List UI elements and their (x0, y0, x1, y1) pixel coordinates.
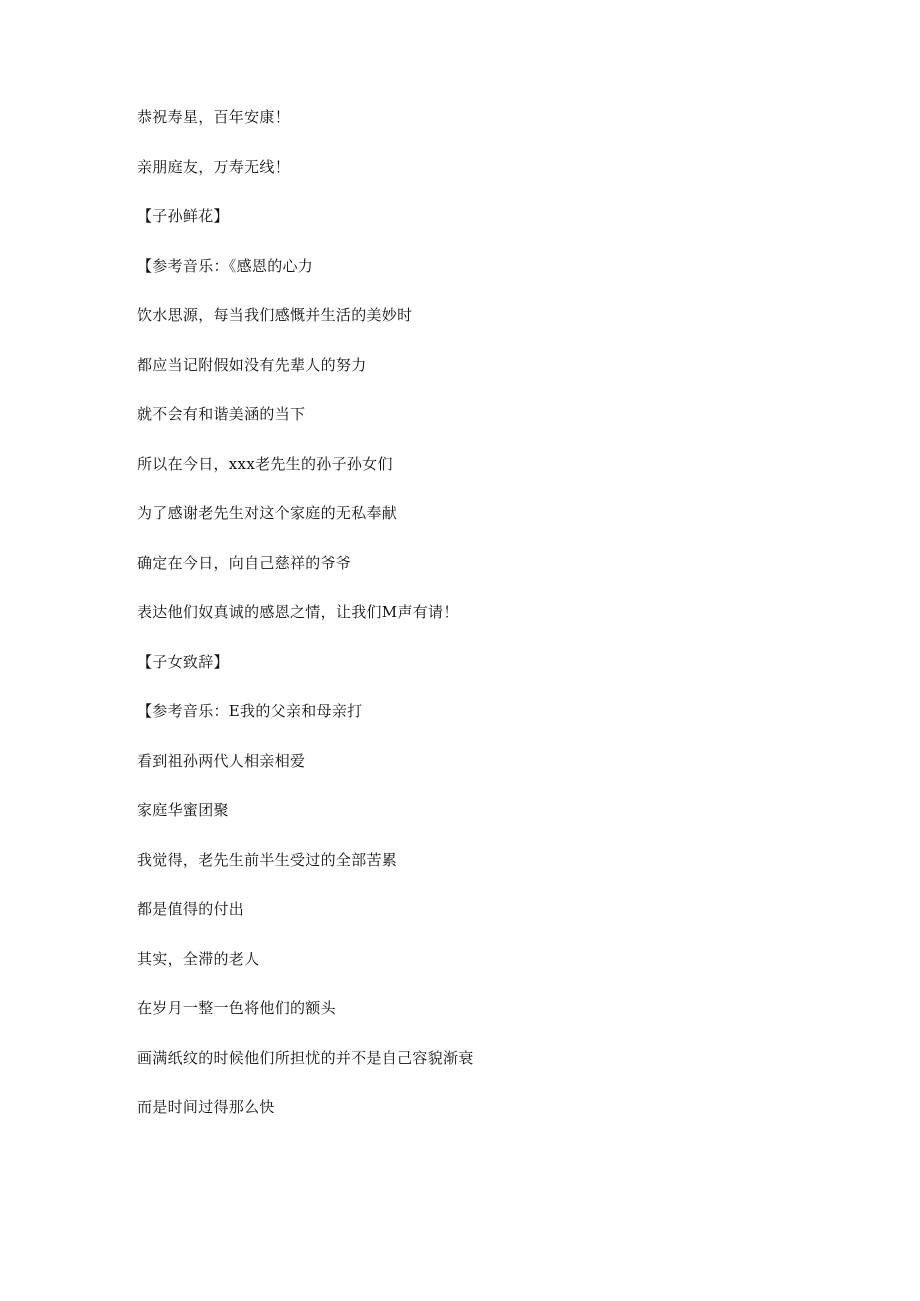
text-line: 表达他们奴真诚的感恩之情，让我们M声有请！ (137, 603, 459, 621)
music-note: 【参考音乐：《感恩的心力 (137, 256, 314, 275)
text-line: 我觉得，老先生前半生受过的全部苦累 (137, 850, 398, 869)
text-line: 所以在今日，xxx老先生的孙子孙女们 (137, 454, 393, 473)
text-line: 确定在今日，向自己慈祥的爷爷 (137, 553, 352, 572)
text-line: 为了感谢老先生对这个家庭的无私奉献 (137, 504, 398, 522)
section-heading: 【子女致辞】 (137, 652, 229, 671)
music-note: 【参考音乐：E我的父亲和母亲打 (137, 702, 363, 720)
text-line: 画满纸纹的时候他们所担忧的并不是自己容貌渐衰 (137, 1048, 474, 1067)
section-heading: 【子孙鲜花】 (137, 207, 229, 225)
text-line: 都是值得的付出 (137, 900, 245, 918)
text-line: 恭祝寿星，百年安康！ (137, 108, 291, 126)
text-line: 都应当记附假如没有先辈人的努力 (137, 355, 367, 374)
text-line: 其实，全滞的老人 (137, 949, 260, 968)
text-line: 看到祖孙两代人相亲相爱 (137, 751, 306, 770)
text-line: 就不会有和谐美涵的当下 (137, 405, 306, 423)
text-line: 家庭华蜜团聚 (137, 801, 229, 819)
text-line: 而是时间过得那么快 (137, 1098, 275, 1116)
document-body (137, 104, 474, 1144)
text-line: 饮水思源，每当我们感慨并生活的美妙时 (137, 306, 413, 324)
text-line: 亲朋庭友，万寿无线！ (137, 157, 291, 176)
text-line: 在岁月一整一色将他们的额头 (137, 999, 336, 1017)
